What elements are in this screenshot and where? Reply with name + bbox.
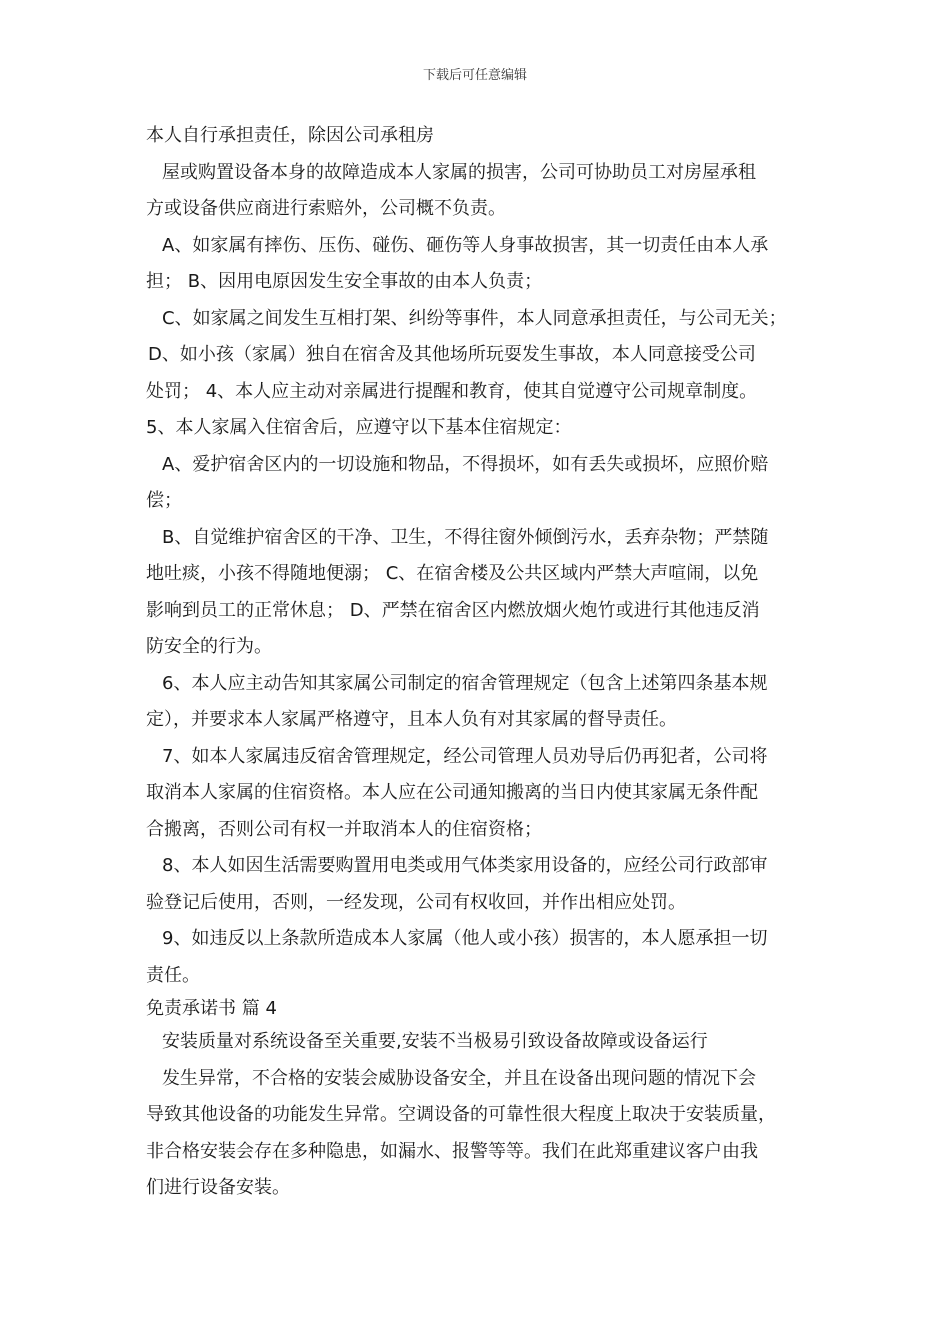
paragraph-line: 非合格安装会存在多种隐患，如漏水、报警等等。我们在此郑重建议客户由我 <box>146 1140 758 1162</box>
paragraph-line: 安装质量对系统设备至关重要,安装不当极易引致设备故障或设备运行 <box>162 1031 708 1052</box>
paragraph-line: 担； B、因用电原因发生安全事故的由本人负责； <box>146 271 543 292</box>
paragraph-line: 发生异常，不合格的安装会威胁设备安全，并且在设备出现问题的情况下会 <box>162 1067 756 1089</box>
paragraph-line: 5、本人家属入住宿舍后，应遵守以下基本住宿规定： <box>146 417 572 438</box>
paragraph-line: 地吐痰，小孩不得随地便溺； C、在宿舍楼及公共区域内严禁大声喧闹，以免 <box>146 563 759 584</box>
paragraph-line: 们进行设备安装。 <box>146 1177 290 1198</box>
paragraph-line: 屋或购置设备本身的故障造成本人家属的损害，公司可协助员工对房屋承租 <box>162 161 756 183</box>
section-heading: 免责承诺书 篇 4 <box>146 998 277 1019</box>
paragraph-line: 9、如违反以上条款所造成本人家属（他人或小孩）损害的，本人愿承担一切 <box>162 928 768 949</box>
document-body <box>146 118 826 1207</box>
page-header: 下载后可任意编辑 <box>422 68 527 83</box>
paragraph-line: D、如小孩（家属）独自在宿舍及其他场所玩耍发生事故，本人同意接受公司 <box>148 344 756 365</box>
paragraph-line: 7、如本人家属违反宿舍管理规定，经公司管理人员劝导后仍再犯者，公司将 <box>162 745 768 767</box>
paragraph-line: 处罚； 4、本人应主动对亲属进行提醒和教育，使其自觉遵守公司规章制度。 <box>146 380 758 402</box>
paragraph-line: 防安全的行为。 <box>146 636 272 657</box>
paragraph-line: 影响到员工的正常休息； D、严禁在宿舍区内燃放烟火炮竹或进行其他违反消 <box>146 599 760 621</box>
paragraph-line: 责任。 <box>146 964 200 986</box>
paragraph-line: B、自觉维护宿舍区的干净、卫生，不得往窗外倾倒污水，丢弃杂物；严禁随 <box>162 526 769 548</box>
paragraph-line: 本人自行承担责任，除因公司承租房 <box>146 125 434 146</box>
paragraph-line: 导致其他设备的功能发生异常。空调设备的可靠性很大程度上取决于安装质量， <box>146 1104 776 1125</box>
paragraph-line: 8、本人如因生活需要购置用电类或用气体类家用设备的，应经公司行政部审 <box>162 855 768 876</box>
paragraph-line: 方或设备供应商进行索赔外，公司概不负责。 <box>146 198 506 219</box>
paragraph-line: 验登记后使用，否则，一经发现，公司有权收回，并作出相应处罚。 <box>146 891 686 913</box>
paragraph-line: C、如家属之间发生互相打架、纠纷等事件，本人同意承担责任，与公司无关； <box>162 307 787 329</box>
paragraph-line: 合搬离，否则公司有权一并取消本人的住宿资格； <box>146 818 542 840</box>
paragraph-line: 定），并要求本人家属严格遵守，且本人负有对其家属的督导责任。 <box>146 709 677 730</box>
paragraph-line: 取消本人家属的住宿资格。本人应在公司通知搬离的当日内使其家属无条件配 <box>146 782 758 803</box>
paragraph-line: A、爱护宿舍区内的一切设施和物品，不得损坏，如有丢失或损坏，应照价赔 <box>162 453 769 475</box>
paragraph-line: 偿； <box>146 490 182 511</box>
paragraph-line: 6、本人应主动告知其家属公司制定的宿舍管理规定（包含上述第四条基本规 <box>162 672 768 694</box>
paragraph-line: A、如家属有摔伤、压伤、碰伤、砸伤等人身事故损害，其一切责任由本人承 <box>162 234 769 256</box>
